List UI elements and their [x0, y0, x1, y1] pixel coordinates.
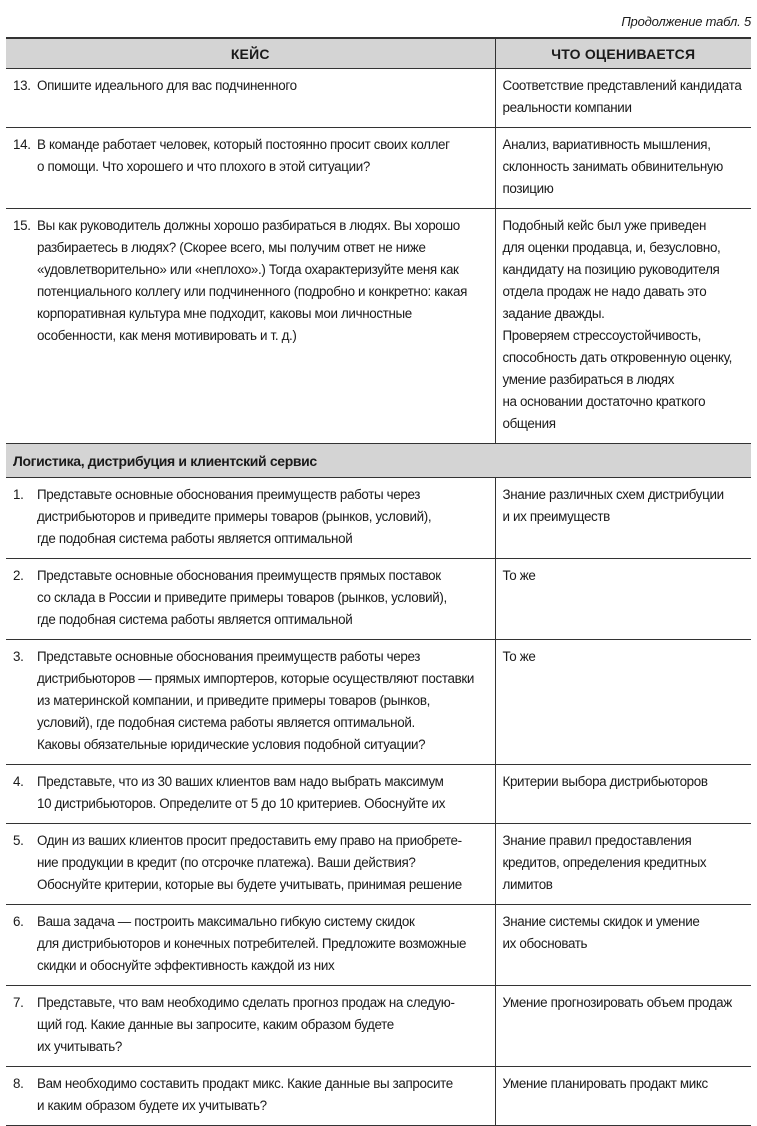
case-text: Вам необходимо составить продакт микс. Какие данные вы запросите и каким образом будете их учитывать? [37, 1076, 453, 1113]
case-text: Представьте основные обоснования преимуществ работы через дистрибьюторов и приведите примеры товаров (рынков, условий), где подобная система работы является оптимальной [37, 487, 432, 546]
header-case: КЕЙС [6, 38, 495, 69]
table-row [6, 1067, 751, 1126]
table-row [6, 905, 751, 986]
eval-text: Умение планировать продакт микс [495, 1067, 751, 1126]
case-text: Опишите идеального для вас подчиненного [37, 78, 297, 93]
header-eval: ЧТО ОЦЕНИВАЕТСЯ [495, 38, 751, 69]
case-text: Представьте основные обоснования преимуществ работы через дистрибьюторов — прямых импортеров, которые осуществляют поставки из материнской компании, и приведите примеры товаров (рынков, условий), где подобная система работы является оптимальной. Каковы обязательные юридические условия подобной ситуации? [37, 649, 474, 752]
case-text: Вы как руководитель должны хорошо разбираться в людях. Вы хорошо разбираетесь в людях? (Скорее всего, мы получим ответ не ниже «удовлетворительно» или «неплохо».) Тогда охарактеризуйте меня как потенциального коллегу или подчиненного (подробно и конкретно: какая корпоративная культура мне подходит, каковы мои личностные особенности, как меня мотивировать и т. д.) [37, 218, 467, 343]
row-number: 4. [13, 774, 24, 789]
case-text: Один из ваших клиентов просит предоставить ему право на приобрете- ние продукции в кредит (по отсрочке платежа). Ваши действия? Обоснуйте критерии, которые вы будете учитывать, принимая решение [37, 833, 462, 892]
table-caption: Продолжение табл. 5 [621, 14, 751, 29]
row-number: 7. [13, 995, 24, 1010]
eval-text: Критерии выбора дистрибьюторов [495, 765, 751, 824]
row-number: 8. [13, 1076, 24, 1091]
case-text: Представьте, что из 30 ваших клиентов вам надо выбрать максимум 10 дистрибьюторов. Определите от 5 до 10 критериев. Обоснуйте их [37, 774, 446, 811]
table-row [6, 824, 751, 905]
table-header [6, 38, 751, 69]
section-header [6, 444, 751, 478]
eval-text: Анализ, вариативность мышления, склонность занимать обвинительную позицию [495, 128, 751, 209]
eval-text: Знание системы скидок и умение их обосновать [495, 905, 751, 986]
row-number: 6. [13, 914, 24, 929]
case-text: Представьте основные обоснования преимуществ прямых поставок со склада в России и приведите примеры товаров (рынков, условий), где подобная система работы является оптимальной [37, 568, 447, 627]
row-number: 5. [13, 833, 24, 848]
eval-text: Подобный кейс был уже приведен для оценки продавца, и, безусловно, кандидату на позицию руководителя отдела продаж не надо давать это задание дважды. Проверяем стрессоустойчивость, способность дать откровенную оценку, умение разбираться в людях на основании достаточно краткого общения [495, 209, 751, 444]
row-number: 14. [13, 137, 31, 152]
eval-text: То же [495, 640, 751, 765]
cases-table [6, 37, 751, 1126]
row-number: 2. [13, 568, 24, 583]
table-row [6, 478, 751, 559]
row-number: 15. [13, 218, 31, 233]
row-number: 13. [13, 78, 31, 93]
section-title: Логистика, дистрибуция и клиентский сервис [6, 444, 751, 478]
table-row [6, 559, 751, 640]
case-text: Ваша задача — построить максимально гибкую систему скидок для дистрибьюторов и конечных потребителей. Предложите возможные скидки и обоснуйте эффективность каждой из них [37, 914, 467, 973]
table-row [6, 69, 751, 128]
eval-text: Умение прогнозировать объем продаж [495, 986, 751, 1067]
eval-text: Соответствие представлений кандидата реальности компании [495, 69, 751, 128]
table-row [6, 640, 751, 765]
row-number: 3. [13, 649, 24, 664]
table-row [6, 765, 751, 824]
row-number: 1. [13, 487, 24, 502]
table-row [6, 986, 751, 1067]
case-text: В команде работает человек, который постоянно просит своих коллег о помощи. Что хорошего и что плохого в этой ситуации? [37, 137, 450, 174]
eval-text: Знание правил предоставления кредитов, определения кредитных лимитов [495, 824, 751, 905]
table-row [6, 128, 751, 209]
case-text: Представьте, что вам необходимо сделать прогноз продаж на следую- щий год. Какие данные вы запросите, каким образом будете их учитывать? [37, 995, 455, 1054]
eval-text: Знание различных схем дистрибуции и их преимуществ [495, 478, 751, 559]
table-row [6, 209, 751, 444]
eval-text: То же [495, 559, 751, 640]
